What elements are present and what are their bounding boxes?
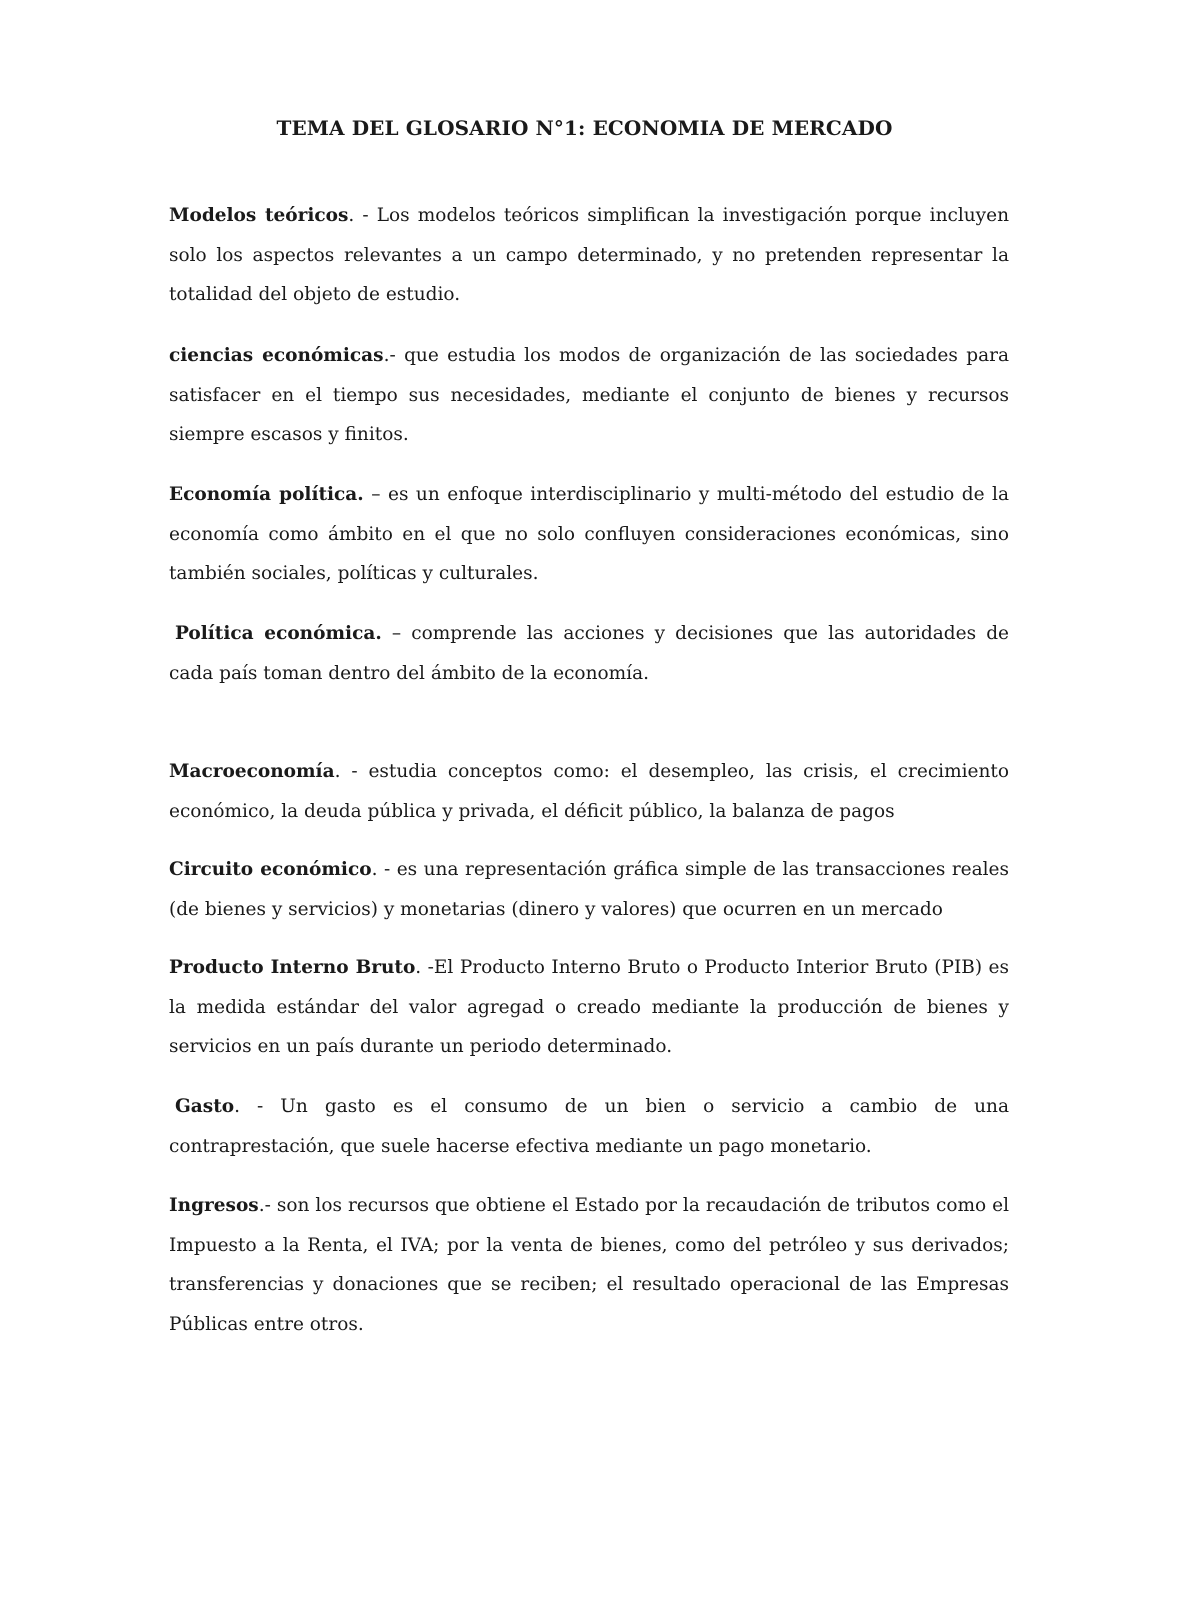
glossary-definition: .- que estudia los modos de organización de las sociedades para satisfacer en el tiempo sus necesidades, mediante el conjunto de bienes y recursos siempre escasos y finitos. [169,345,1009,445]
glossary-term: Gasto [175,1096,235,1117]
glossary-term: Circuito económico [169,859,372,880]
glossary-definition: . - Un gasto es el consumo de un bien o servicio a cambio de una contraprestación, que suele hacerse efectiva mediante un pago monetario. [169,1096,1009,1157]
glossary-entry-modelos-teoricos [169,196,1009,315]
glossary-definition: . - Los modelos teóricos simplifican la investigación porque incluyen solo los aspectos relevantes a un campo determinado, y no pretenden representar la totalidad del objeto de estudio. [169,205,1009,305]
glossary-definition: . -El Producto Interno Bruto o Producto Interior Bruto (PIB) es la medida estándar del valor agregad o creado mediante la producción de bienes y servicios en un país durante un periodo determinado. [169,957,1009,1057]
glossary-entry-gasto [169,1087,1009,1166]
glossary-definition: – es un enfoque interdisciplinario y multi-método del estudio de la economía como ámbito en el que no solo confluyen consideraciones económicas, sino también sociales, políticas y culturales. [169,484,1009,584]
glossary-definition: – comprende las acciones y decisiones que las autoridades de cada país toman dentro del ámbito de la economía. [169,623,1009,684]
document-title: TEMA DEL GLOSARIO N°1: ECONOMIA DE MERCADO [276,116,893,140]
glossary-definition: . - es una representación gráfica simple de las transacciones reales (de bienes y servicios) y monetarias (dinero y valores) que ocurren en un mercado [169,859,1009,920]
glossary-term: ciencias económicas [169,345,384,366]
glossary-term: Modelos teóricos [169,205,349,226]
glossary-definition: .- son los recursos que obtiene el Estado por la recaudación de tributos como el Impuesto a la Renta, el IVA; por la venta de bienes, como del petróleo y sus derivados; transferencias y donaciones que se reciben; el resultado operacional de las Empresas Públicas entre otros. [169,1195,1009,1335]
glossary-entry-macroeconomia [169,752,1009,831]
glossary-entry-politica-economica [169,614,1009,693]
glossary-definition: . - estudia conceptos como: el desempleo, las crisis, el crecimiento económico, la deuda pública y privada, el déficit público, la balanza de pagos [169,761,1009,822]
glossary-term: Ingresos [169,1195,259,1216]
glossary-term: Macroeconomía [169,761,335,782]
glossary-term: Política económica. [175,623,382,644]
glossary-entry-circuito-economico [169,850,1009,929]
glossary-term: Economía política. [169,484,364,505]
glossary-entry-ingresos [169,1186,1009,1344]
glossary-entry-economia-politica [169,475,1009,594]
glossary-term: Producto Interno Bruto [169,957,416,978]
glossary-entry-ciencias-economicas [169,336,1009,455]
glossary-entry-producto-interno-bruto [169,948,1009,1067]
